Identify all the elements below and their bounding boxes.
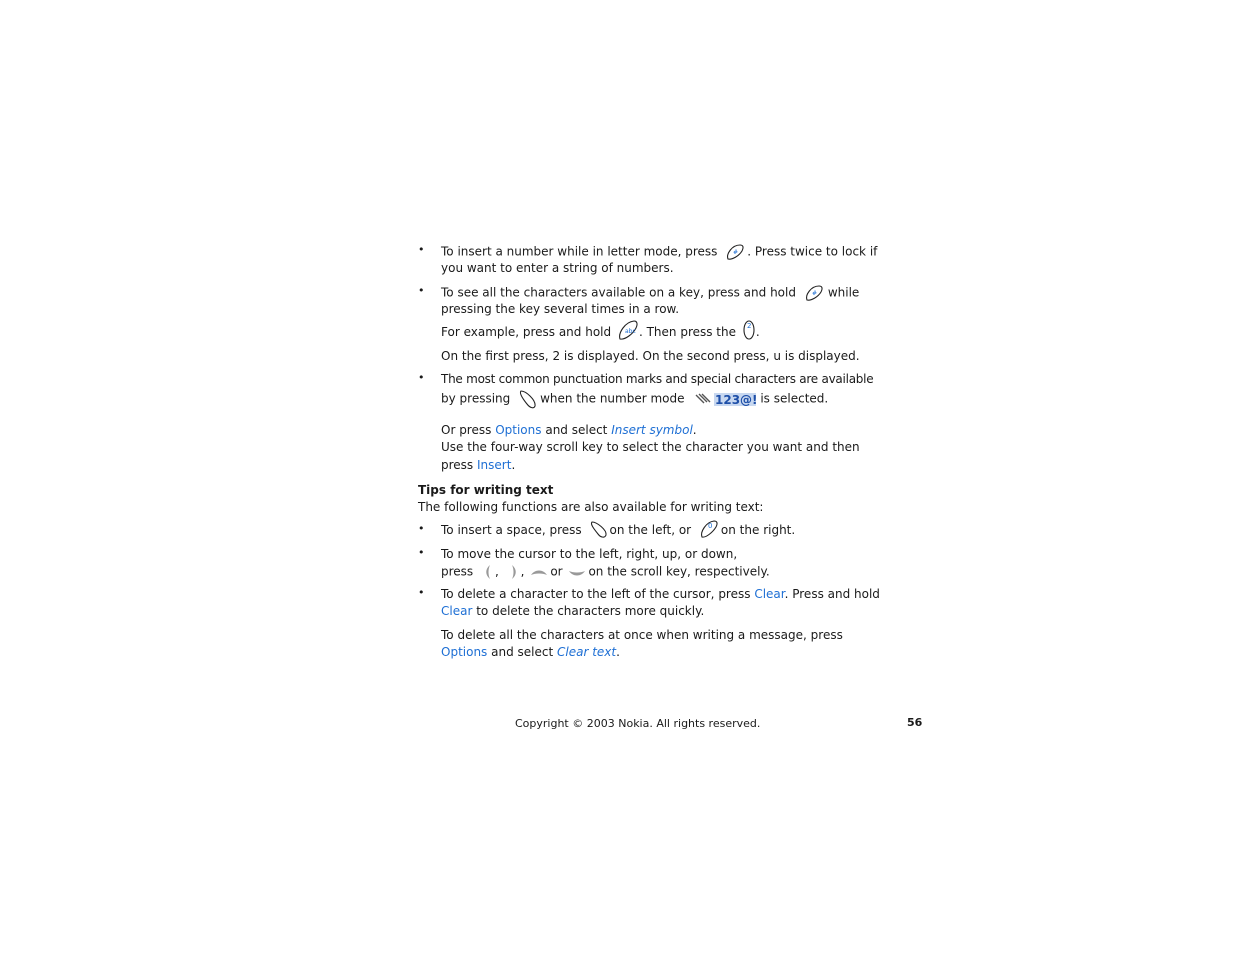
options-softkey-label: Options [441, 645, 488, 659]
bullet-2-example: For example, press and hold abc . Then press the 2 . [441, 324, 760, 341]
scroll-up-icon [530, 567, 548, 577]
star-key-icon [589, 519, 609, 539]
svg-text:#: # [733, 249, 739, 256]
key-0-icon [699, 519, 719, 539]
bullet-2-line-1: To see all the characters available on a key, press and hold # while [441, 284, 859, 302]
bullet: • [418, 546, 425, 559]
tip-3-line-1: To delete a character to the left of the cursor, press Clear. Press and hold [441, 587, 880, 601]
tip-1: To insert a space, press on the left, or 0 on the right. [441, 522, 795, 539]
svg-text:#: # [811, 290, 817, 297]
scroll-left-icon [483, 563, 493, 581]
tip-2-line-1: To move the cursor to the left, right, up, or down, [441, 547, 738, 561]
bullet-3-use: Use the four-way scroll key to select the character you want and then [441, 440, 860, 454]
svg-text:abc: abc [624, 327, 636, 335]
section-heading: Tips for writing text [418, 483, 554, 497]
bullet-3-options: Or press Options and select Insert symbol. [441, 423, 697, 437]
number-mode-indicator-icon [694, 391, 758, 407]
bullet-3-insert: press Insert. [441, 458, 516, 472]
options-softkey-label: Options [495, 423, 542, 437]
insert-symbol-menu-label: Insert symbol [611, 423, 693, 437]
section-intro: The following functions are also available for writing text: [418, 500, 764, 514]
bullet-3-line-1: The most common punctuation marks and special characters are available [441, 372, 874, 386]
svg-text:0: 0 [707, 522, 713, 530]
tip-3-line-2: Clear to delete the characters more quickly. [441, 604, 705, 618]
bullet: • [418, 284, 425, 297]
bullet: • [418, 243, 425, 256]
tip-3-options: Options and select Clear text. [441, 645, 620, 659]
copyright-footer: Copyright © 2003 Nokia. All rights reserved. [515, 717, 761, 730]
bullet: • [418, 371, 425, 384]
key-0-icon [742, 319, 756, 341]
tip-3-note: To delete all the characters at once when writing a message, press [441, 628, 843, 642]
hash-key-icon [804, 284, 824, 302]
clear-text-menu-label: Clear text [557, 645, 617, 659]
bullet: • [418, 586, 425, 599]
bullet-1-line-2: you want to enter a string of numbers. [441, 261, 674, 275]
page-number: 56 [907, 716, 923, 729]
svg-text:2: 2 [746, 321, 752, 330]
bullet-2-note: On the first press, 2 is displayed. On the second press, u is displayed. [441, 349, 860, 363]
bullet: • [418, 522, 425, 535]
clear-softkey-label: Clear [754, 587, 785, 601]
svg-text:123@!: 123@! [715, 393, 758, 407]
key-2-icon [617, 319, 639, 341]
scroll-down-icon [568, 569, 586, 579]
star-key-icon [518, 388, 538, 410]
bullet-3-line-2: by pressing when the number mode 123@! is selected. [441, 388, 828, 410]
clear-softkey-label: Clear [441, 604, 473, 618]
hash-key-icon [725, 243, 745, 261]
insert-softkey-label: Insert [477, 458, 512, 472]
scroll-right-icon [509, 563, 519, 581]
bullet-1-line-1: To insert a number while in letter mode, press # . Press twice to lock if [441, 243, 877, 261]
tip-2-line-2: press , , or on the scroll key, respectively. [441, 563, 770, 581]
bullet-2-line-2: pressing the key several times in a row. [441, 302, 680, 316]
